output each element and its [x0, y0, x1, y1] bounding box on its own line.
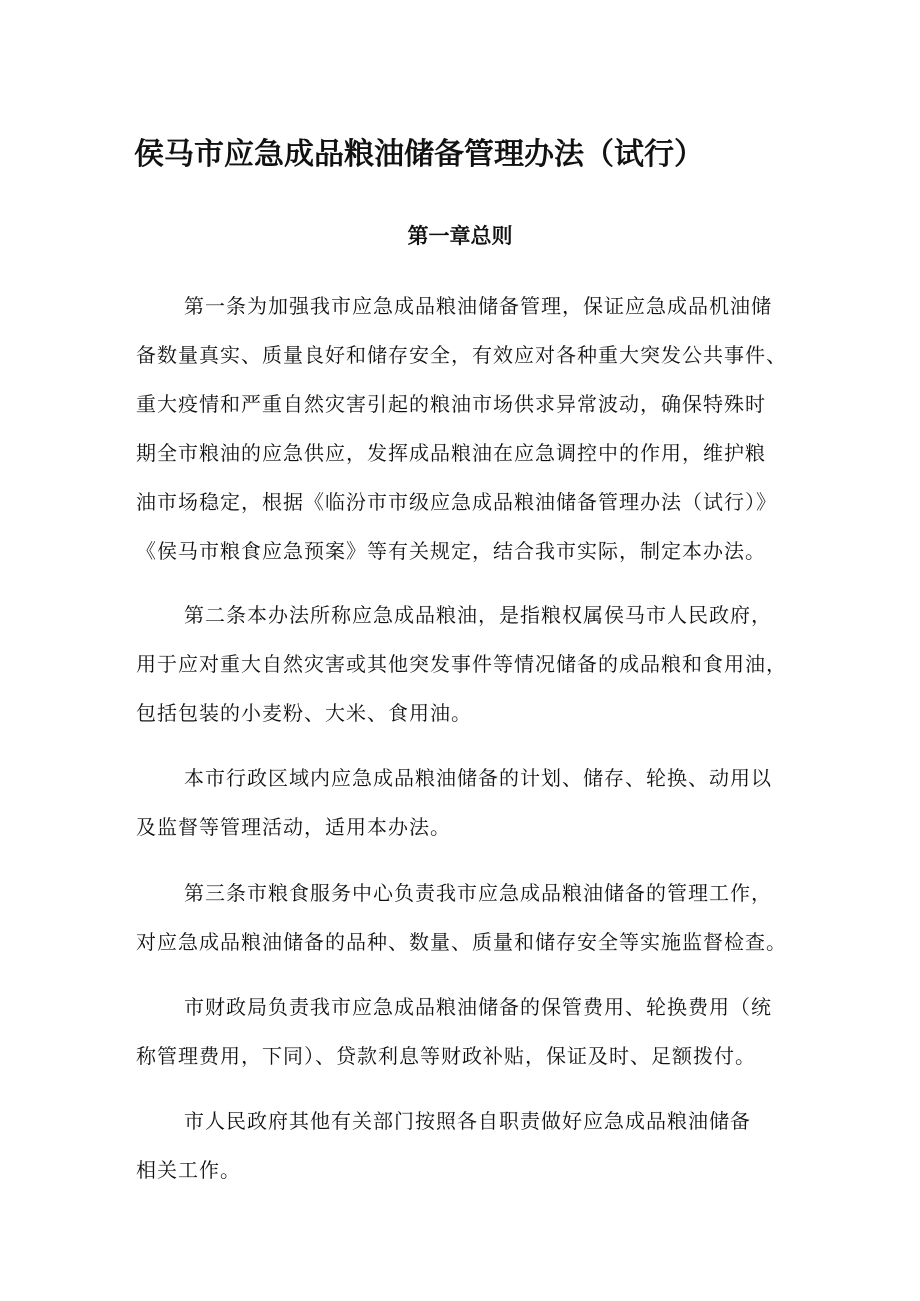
article-1-paragraph [136, 282, 796, 576]
paragraph-line: 《侯马市粮食应急预案》等有关规定，结合我市实际，制定本办法。 [136, 539, 766, 563]
paragraph-line: 称管理费用，下同）、贷款利息等财政补贴，保证及时、足额拨付。 [136, 1044, 756, 1068]
document-title: 侯马市应急成品粮油储备管理办法（试行） [134, 137, 704, 172]
paragraph-line: 及监督等管理活动，适用本办法。 [136, 815, 451, 839]
article-3-paragraph [136, 869, 796, 967]
paragraph-line: 用于应对重大自然灾害或其他突发事件等情况储备的成品粮和食用油， [136, 652, 787, 676]
paragraph-line: 第一条为加强我市应急成品粮油储备管理，保证应急成品机油储 [184, 294, 772, 318]
article-2-paragraph [136, 591, 796, 738]
paragraph-line: 备数量真实、质量良好和储存安全，有效应对各种重大突发公共事件、 [136, 343, 787, 367]
paragraph-line: 第二条本办法所称应急成品粮油，是指粮权属侯马市人民政府， [184, 603, 772, 627]
paragraph-line: 市人民政府其他有关部门按照各自职责做好应急成品粮油储备 [184, 1109, 751, 1133]
paragraph-line: 相关工作。 [136, 1158, 241, 1182]
other-departments-paragraph [136, 1097, 796, 1195]
paragraph-line: 第三条市粮食服务中心负责我市应急成品粮油储备的管理工作， [184, 881, 772, 905]
paragraph-line: 期全市粮油的应急供应，发挥成品粮油在应急调控中的作用，维护粮 [136, 441, 766, 465]
paragraph-line: 对应急成品粮油储备的品种、数量、质量和储存安全等实施监督检查。 [136, 930, 787, 954]
paragraph-line: 油市场稳定，根据《临汾市市级应急成品粮油储备管理办法（试行）》 [136, 490, 777, 514]
paragraph-line: 本市行政区域内应急成品粮油储备的计划、储存、轮换、动用以 [184, 766, 772, 790]
finance-bureau-paragraph [136, 983, 796, 1081]
paragraph-line: 包括包装的小麦粉、大米、食用油。 [136, 701, 472, 725]
paragraph-line: 市财政局负责我市应急成品粮油储备的保管费用、轮换费用（统 [184, 995, 772, 1019]
chapter-heading: 第一章总则 [407, 224, 513, 248]
paragraph-line: 重大疫情和严重自然灾害引起的粮油市场供求异常波动，确保特殊时 [136, 392, 766, 416]
scope-paragraph [136, 754, 796, 852]
